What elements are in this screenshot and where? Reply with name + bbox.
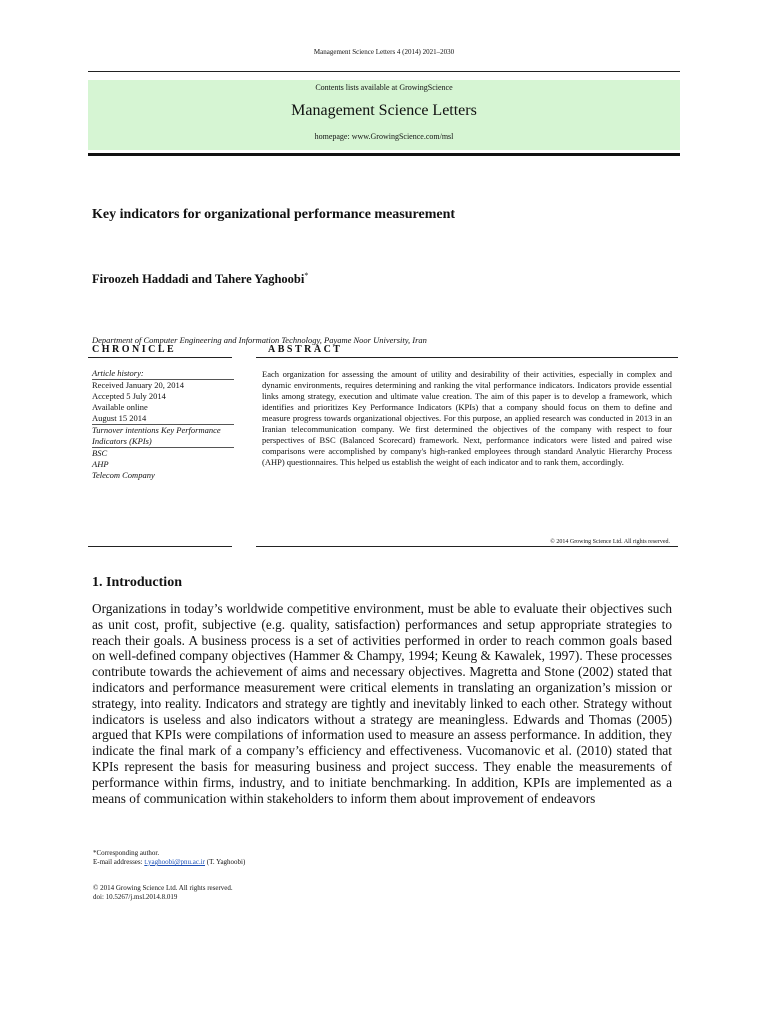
chronicle-heading: CHRONICLE (92, 344, 177, 355)
keyword-2: BSC (92, 448, 108, 458)
keyword-3: AHP (92, 459, 109, 469)
author-names: Firoozeh Haddadi and Tahere Yaghoobi (92, 272, 305, 287)
email-line (93, 858, 245, 867)
email-label: E-mail addresses: (93, 858, 143, 866)
footnote (93, 849, 245, 867)
journal-title: Management Science Letters (291, 102, 477, 119)
doi: doi: 10.5267/j.msl.2014.8.019 (93, 893, 178, 901)
journal-citation-line: Management Science Letters 4 (2014) 2021–2030 (313, 48, 455, 56)
corresponding-mark: * (304, 271, 309, 280)
corresponding-author-note: *Corresponding author. (93, 849, 160, 857)
online-date: August 15 2014 (92, 413, 234, 425)
introduction-paragraph: Organizations in today’s worldwide competitive environment, must be able to evaluate their objectives such as unit cost, profit, subjective (e.g. quality, satisfaction) performances and setup appropriate strategies to reach their goals. A business process is a set of activities performed in order to reach common goals based on well-defined company objectives (Hammer & Champy, 1994; Keung & Kawalek, 1997). These processes contribute towards the achievement of aims and necessary objectives. Magretta and Stone (2002) stated that indicators and performance measurement were critical elements in translating an organization’s mission or strategy, into reality. Indicators and strategy are tightly and inevitably linked to each other. Strategy without indicators is useless and also indicators without a strategy are meaningless. Edwards and Thomas (2005) argued that KPIs were compilations of information used to measure an assess performance. In addition, they indicate the final mark of a company’s efficiency and effectiveness. Vucomanovic et al. (2010) stated that KPIs represent the basis for measuring business and project success. They enable the measurements of performance within firms, industry, and to initiate benchmarking. In addition, KPIs are implemented as a means of communication within stakeholders to inform them about improvement of endeavors (92, 601, 672, 806)
abstract-heading: ABSTRACT (268, 344, 343, 355)
affiliation: Department of Computer Engineering and Information Technology, Payame Noor University, Iran (92, 335, 427, 345)
email-link[interactable]: t.yaghoobi@pnu.ac.ir (144, 858, 206, 866)
chronicle-rule (88, 357, 232, 358)
chronicle-block (92, 368, 234, 481)
abstract-text: Each organization for assessing the amount of utility and desirability of their activities, especially in complex and dynamic environments, requires determining and ranking the vital performance indicators. Indicators provide essential links among strategy, execution and ultimate value creation. The aim of this paper is to develop a framework, which identifies and prioritizes Key Performance Indicators (KPIs) that a company should focus on them to define and measure progress towards organizational objectives. For this purpose, an applied research was conducted in 2013 in an Iranian telecommunication company. We first determined the objectives of the company with respect to four perspectives of BSC (Balanced Scorecard) framework. Next, performance indicators were listed and paired wise comparisons were accomplished by company's high-ranked employees through standard Analytic Hierarchy Process (AHP) questionnaires. This helped us establish the weight of each indicator and to rank them, accordingly. (262, 369, 672, 467)
received-date: Received January 20, 2014 (92, 380, 185, 390)
email-owner: (T. Yaghoobi) (206, 858, 246, 866)
abstract-bottom-rule (256, 546, 678, 547)
page-footer (93, 884, 233, 902)
footer-copyright: © 2014 Growing Science Ltd. All rights reserved. (93, 884, 233, 892)
abstract-copyright: © 2014 Growing Science Ltd. All rights reserved. (550, 539, 670, 545)
paper-title: Key indicators for organizational performance measurement (92, 207, 456, 222)
authors (92, 271, 308, 287)
introduction-heading: 1. Introduction (92, 575, 182, 590)
keyword-4: Telecom Company (92, 470, 155, 480)
chronicle-bottom-rule (88, 546, 232, 547)
article-history-label: Article history: (92, 368, 234, 380)
journal-banner (88, 80, 680, 150)
abstract-rule (256, 357, 678, 358)
homepage-link[interactable]: homepage: www.GrowingScience.com/msl (314, 132, 454, 141)
keyword-1: Turnover intentions Key Performance Indicators (KPIs) (92, 425, 234, 448)
banner-bottom-rule (88, 153, 680, 156)
contents-line: Contents lists available at GrowingScience (315, 83, 453, 92)
available-online-label: Available online (92, 402, 148, 412)
top-rule (88, 71, 680, 72)
accepted-date: Accepted 5 July 2014 (92, 391, 166, 401)
